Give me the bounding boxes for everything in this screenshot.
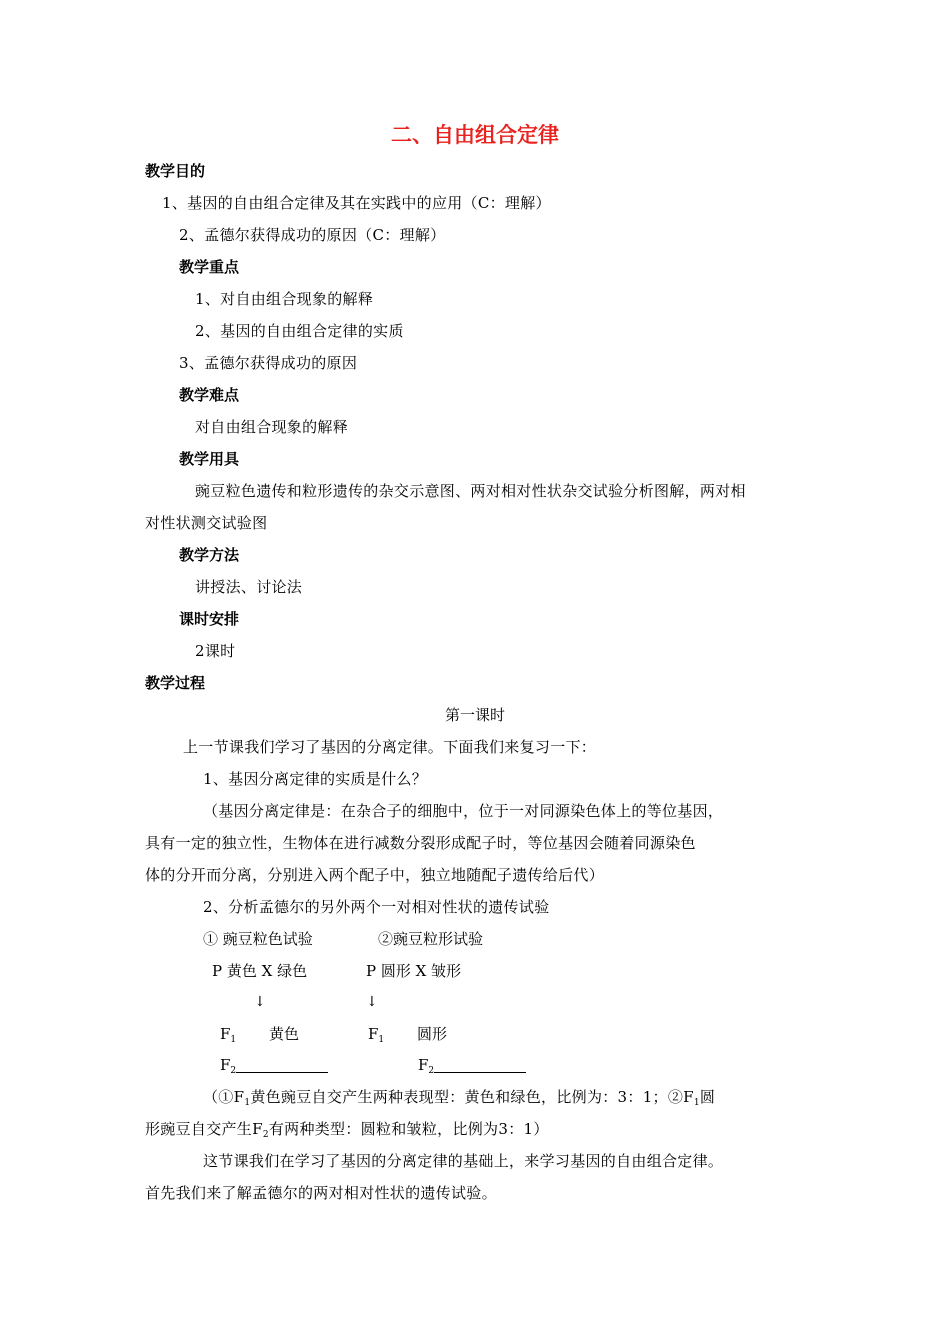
f2-label: F	[418, 1056, 429, 1074]
f1-subscript: 1	[378, 1035, 385, 1045]
tools-heading: 教学用具	[179, 450, 240, 468]
key-point-item: 3、孟德尔获得成功的原因	[179, 354, 358, 372]
f1-value: 黄色	[268, 1025, 299, 1043]
down-arrow-icon: ↓	[366, 994, 378, 1010]
key-points-heading: 教学重点	[179, 258, 240, 276]
experiment-right-f2	[418, 1055, 526, 1075]
f1-label: F	[368, 1025, 379, 1043]
closing-line: 首先我们来了解孟德尔的两对相对性状的遗传试验。	[145, 1184, 497, 1202]
f1-label: F	[220, 1025, 231, 1043]
methods-heading: 教学方法	[179, 546, 240, 564]
down-arrow-icon: ↓	[254, 994, 266, 1010]
question-2: 2、分析孟德尔的另外两个一对相对性状的遗传试验	[203, 898, 550, 916]
answer-line: 具有一定的独立性，生物体在进行减数分裂形成配子时，等位基因会随着同源染色	[145, 834, 696, 852]
process-heading: 教学过程	[145, 674, 206, 692]
tools-text: 豌豆粒色遗传和粒形遗传的杂交示意图、两对相对性状杂交试验分析图解，两对相	[195, 482, 746, 500]
difficulties-heading: 教学难点	[179, 386, 240, 404]
objective-item: 1、基因的自由组合定律及其在实践中的应用（C：理解）	[162, 194, 551, 212]
f1-value: 圆形	[416, 1025, 447, 1043]
answer-line: 体的分开而分离，分别进入两个配子中，独立地随配子遗传给后代）	[145, 866, 605, 884]
subscript: 1	[693, 1098, 700, 1108]
subscript: 2	[262, 1130, 269, 1140]
experiment-right-f1	[368, 1024, 447, 1044]
f2-subscript: 2	[230, 1066, 237, 1076]
experiment-right-parents: P 圆形 X 皱形	[366, 962, 462, 980]
experiment-left-f2	[220, 1055, 328, 1075]
subscript: 1	[244, 1098, 251, 1108]
schedule-text: 2课时	[195, 642, 236, 660]
experiment-right-title: ②豌豆粒形试验	[378, 930, 484, 948]
answer-blank	[434, 1057, 526, 1073]
tools-text: 对性状测交试验图	[145, 514, 268, 532]
closing-line: 这节课我们在学习了基因的分离定律的基础上，来学习基因的自由组合定律。	[203, 1152, 724, 1170]
experiment-left-parents: P 黄色 X 绿色	[212, 962, 308, 980]
objective-item: 2、孟德尔获得成功的原因（C：理解）	[179, 226, 446, 244]
difficulties-text: 对自由组合现象的解释	[195, 418, 349, 436]
answer-line: （基因分离定律是：在杂合子的细胞中，位于一对同源染色体上的等位基因，	[203, 802, 724, 820]
f2-subscript: 2	[428, 1066, 435, 1076]
f1-subscript: 1	[230, 1035, 237, 1045]
result-text: （①F	[203, 1088, 245, 1106]
result-text: 黄色豌豆自交产生两种表现型：黄色和绿色，比例为：3：1；②F	[250, 1088, 694, 1106]
objectives-heading: 教学目的	[145, 162, 206, 180]
f2-label: F	[220, 1056, 231, 1074]
result-line-2	[145, 1119, 549, 1139]
experiment-left-title: ① 豌豆粒色试验	[203, 930, 313, 948]
result-line-1	[203, 1087, 715, 1107]
schedule-heading: 课时安排	[179, 610, 240, 628]
answer-blank	[236, 1057, 328, 1073]
key-point-item: 2、基因的自由组合定律的实质	[195, 322, 404, 340]
session-title: 第一课时	[444, 706, 505, 724]
intro-text: 上一节课我们学习了基因的分离定律。下面我们来复习一下：	[183, 738, 597, 756]
document-title: 二、自由组合定律	[391, 123, 559, 147]
result-text: 形豌豆自交产生F	[145, 1120, 263, 1138]
result-text: 有两种类型：圆粒和皱粒，比例为3：1）	[268, 1120, 549, 1138]
result-text: 圆	[699, 1088, 716, 1106]
key-point-item: 1、对自由组合现象的解释	[195, 290, 374, 308]
methods-text: 讲授法、讨论法	[195, 578, 303, 596]
question-1: 1、基因分离定律的实质是什么？	[203, 770, 428, 788]
experiment-left-f1	[220, 1024, 299, 1044]
